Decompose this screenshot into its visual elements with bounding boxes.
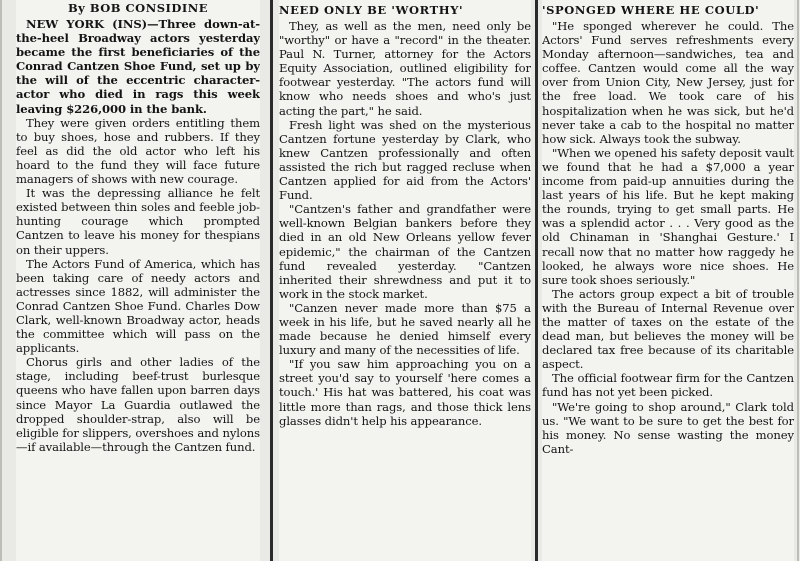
paragraph: They, as well as the men, need only be "worthy" or have a "record" in the theater. Paul N. Turner, attorney for the Actors Equity Association, outlined eligibility for footwear yesterday. "The actors fund will know who needs shoes and who's just acting the part," he said.: [279, 19, 531, 118]
column-rule: [535, 0, 538, 561]
paragraph: Chorus girls and other ladies of the stage, including beef-trust burlesque queens who have fallen upon barren days since Mayor La Guardia outlawed the dropped shoulder-strap, also will be eligible for slippers, overshoes and nylons —if available—through the Cantzen fund.: [16, 355, 260, 454]
paragraph: They were given orders entitling them to buy shoes, hose and rubbers. If they feel as did the old actor who left his hoard to the fund they will face future managers of shows with new courage.: [16, 115, 260, 187]
paragraph: "He sponged wherever he could. The Actors' Fund serves refreshments every Monday afternoon—sandwiches, tea and coffee. Cantzen would come all the way over from Union City, New Jersey, just for the free load. We took care of his hospitalization when he was sick, but he'd never take a cab to the hospital no matter how sick. Always took the subway.: [542, 19, 794, 146]
column-3: [542, 0, 794, 561]
paragraph: It was the depressing alliance he felt existed between thin soles and feeble job-hunting courage which prompted Cantzen to leave his money for thespians on their uppers.: [16, 186, 260, 257]
paragraph: Fresh light was shed on the mysterious Cantzen fortune yesterday by Clark, who knew Cantzen professionally and often assisted the rich but ragged recluse when Cantzen applied for aid from the Actors' Fund.: [279, 117, 531, 203]
paragraph: "Cantzen's father and grandfather were well-known Belgian bankers before they died in an old New Orleans yellow fever epidemic," the chairman of the Cantzen fund revealed yesterday. "Cantzen inherited their shrewdness and put it to work in the stock market.: [279, 202, 531, 301]
subheading: 'SPONGED WHERE HE COULD': [542, 3, 760, 17]
lead-paragraph-text: Three down-at-the-heel Broadway actors yesterday became the first beneficiaries of the Conrad Cantzen Shoe Fund, set up by the will of the eccentric character-actor who died in rags this week leaving $226,000 in the bank.: [16, 17, 260, 116]
byline: By BOB CONSIDINE: [67, 1, 209, 15]
column-rule: [270, 0, 273, 561]
left-edge-shadow: [0, 0, 2, 561]
column-1: [16, 0, 260, 561]
paragraph: "If you saw him approaching you on a street you'd say to yourself 'here comes a touch.' His hat was battered, his coat was little more than rags, and those thick lens glasses didn't help his appearance.: [279, 357, 531, 428]
column-2: [279, 0, 531, 561]
paragraph: "When we opened his safety deposit vault we found that he had a $7,000 a year income from paid-up annuities during the last years of his life. But he kept making the rounds, trying to get small parts. He was a splendid actor . . . Very good as the old Chinaman in 'Shanghai Gesture.' I recall now that no matter how raggedy he looked, he always wore nice shoes. He sure took shoes seriously.": [542, 145, 794, 287]
lead-paragraph: [16, 17, 260, 116]
subheading: NEED ONLY BE 'WORTHY': [279, 3, 464, 17]
dateline: NEW YORK (INS)—: [26, 17, 159, 31]
paragraph: "Canzen never made more than $75 a week in his life, but he saved nearly all he made because he denied himself every luxury and many of the necessities of life.: [279, 300, 531, 358]
right-edge-shadow: [797, 0, 799, 561]
paragraph: The actors group expect a bit of trouble with the Bureau of Internal Revenue over the matter of taxes on the estate of the dead man, but believes the money will be declared tax free because of its charitable aspect.: [542, 286, 794, 372]
paragraph: The Actors Fund of America, which has been taking care of needy actors and actresses since 1882, will administer the Conrad Cantzen Shoe Fund. Charles Dow Clark, well-known Broadway actor, heads the committee which will pass on the applicants.: [16, 256, 260, 356]
paragraph: "We're going to shop around," Clark told us. "We want to be sure to get the best for his money. No sense wasting the money Cant-: [542, 399, 794, 456]
paragraph: The official footwear firm for the Cantzen fund has not yet been picked.: [542, 371, 794, 400]
